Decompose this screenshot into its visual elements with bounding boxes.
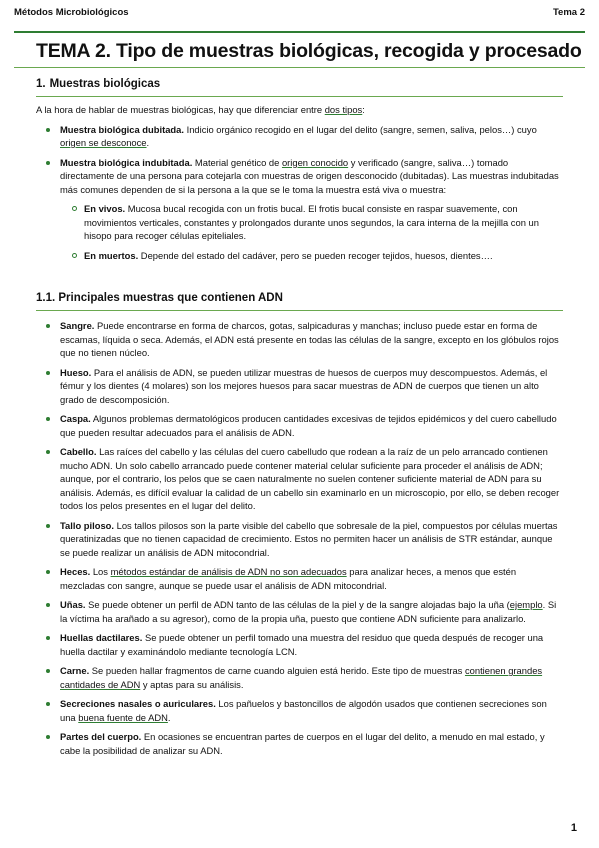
item-term: Partes del cuerpo. [60, 731, 142, 742]
title-rule [14, 67, 585, 68]
section-1-body [36, 103, 563, 262]
sub-list-item [66, 202, 563, 243]
page-number: 1 [570, 822, 577, 834]
item-text: Se puede obtener un perfil de ADN tanto de las células de la piel y de la sangre alojadas bajo la uña ( [85, 599, 510, 610]
intro-text: A la hora de hablar de muestras biológicas, hay que diferenciar entre [36, 104, 325, 115]
item-term: Muestra biológica indubitada. [60, 156, 193, 168]
item-text: En ocasiones se encuentran partes de cuerpos en el lugar del delito, a menudo en mal estado, y cabe la posibilidad de analizar su ADN. [60, 731, 545, 756]
item-text: Se puede obtener un perfil tomado una muestra del residuo que queda después de recoger una huella dactilar y examinándolo mediante tecnología LCN. [60, 632, 544, 657]
list-item [36, 412, 563, 439]
section-number: 1. [36, 78, 46, 90]
item-text-end: . Si la víctima ha arañado a su agresor), como de la propia uña, puesto que contiene ADN suficiente para analizarlo. [60, 599, 557, 624]
item-term: Carne. [60, 665, 90, 676]
section-title: Muestras biológicas [49, 78, 161, 90]
item-term: Hueso. [60, 366, 92, 378]
item-text: Para el análisis de ADN, se pueden utilizar muestras de huesos de cuerpos muy descompuestos. Además, el fémur y los dientes (4 molares) son los mejores huesos para sacar muestras de ADN de cuerpos que tienen un alto grado de descomposición. [60, 366, 548, 405]
item-term: Uñas. [60, 599, 86, 610]
sub-list-item [66, 249, 563, 263]
list-item [36, 156, 563, 263]
item-text: Se pueden hallar fragmentos de carne cuando alguien está herido. Este tipo de muestras [89, 665, 465, 676]
item-text: Los [90, 566, 111, 577]
list-item [36, 445, 563, 513]
item-text: Indicio orgánico recogido en el lugar del delito (sangre, semen, saliva, pelos…) cuyo [183, 123, 537, 135]
subsection-rule [36, 310, 563, 311]
section-1-1-body [36, 313, 563, 757]
sub-item-term: En vivos. [84, 203, 126, 214]
page-header [14, 7, 585, 21]
list-item [36, 697, 563, 724]
item-term: Cabello. [60, 446, 97, 457]
item-term: Muestra biológica dubitada. [60, 123, 184, 135]
item-text-end: . [146, 137, 150, 148]
intro-paragraph [36, 103, 563, 117]
intro-link: dos tipos [324, 104, 363, 115]
item-link: origen conocido [281, 156, 349, 168]
item-text: Las raíces del cabello y las células del cuero cabelludo que rodean a la raíz de un pelo arrancado contienen mucho ADN. Un solo cabello arrancado puede contener material celular suficiente para proceder el análisis de ADN; aunque, por el contrario, los pelos que se caen naturalmente no suelen contener suficiente material de ADN para su análisis. Además, es difícil evaluar la calidad de un cabello sin examinarlo en un microscopio, por ello, se deben recoger todos los pelos presentes en el lugar del delito. [60, 446, 560, 511]
sub-item-text: Mucosa bucal recogida con un frotis bucal. El frotis bucal consiste en raspar suavemente, con movimientos verticales, constantes y prolongados durante unos segundos, la cara interna de la mejilla con un hisopo para recoger células epiteliales. [84, 203, 539, 241]
section-rule [36, 96, 563, 97]
section-heading-1 [36, 78, 160, 90]
item-term: Sangre. [60, 320, 95, 331]
item-text-end: . [167, 711, 171, 723]
item-term: Caspa. [60, 413, 91, 424]
list-item [36, 519, 563, 560]
item-text: Puede encontrarse en forma de charcos, gotas, salpicaduras y manchas; incluso puede estar en forma de escamas, líquida o seca. Además, el ADN está presente en todas las células de la sangre, excepto en los glóbulos rojos que no tienen núcleo. [60, 320, 559, 358]
item-text: Algunos problemas dermatológicos producen cantidades excesivas de tejidos epidémicos y del cuero cabelludo que pueden resultar adecuados para el análisis de ADN. [60, 413, 557, 438]
item-text-end: y aptas para su análisis. [140, 678, 244, 690]
item-term: Heces. [60, 566, 91, 577]
item-term: Huellas dactilares. [60, 632, 143, 643]
header-topic: Tema 2 [552, 7, 585, 18]
item-link: buena fuente de ADN [78, 711, 168, 723]
item-text: Material genético de [192, 156, 282, 168]
page-title: TEMA 2. Tipo de muestras biológicas, recogida y procesado [36, 40, 582, 62]
list-item [36, 631, 563, 658]
list-item [36, 319, 563, 360]
section-heading-1-1: 1.1. Principales muestras que contienen ADN [36, 292, 283, 304]
item-term: Tallo piloso. [60, 519, 114, 531]
list-item [36, 664, 563, 691]
list-item [36, 730, 563, 757]
list-item [36, 123, 563, 150]
list-item [36, 565, 563, 592]
sub-item-term: En muertos. [84, 249, 139, 261]
list-item [36, 366, 563, 407]
header-course: Métodos Microbiológicos [14, 7, 129, 18]
item-text-end: y verificado (sangre, saliva…) tomado directamente de una persona para cotejarla con muestras de origen desconocido (dubitadas). Las muestras indubitadas más comunes dependen de si la persona a la que se le toma la muestra está viva o muestra: [60, 156, 559, 195]
dna-sample-list [36, 319, 563, 757]
list-item [36, 598, 563, 625]
item-link: contienen grandes cantidades de ADN [60, 665, 543, 690]
sample-type-list [36, 123, 563, 263]
item-text-end: para analizar heces, a menos que estén mezcladas con sangre, aunque se puede usar el análisis de ADN mitocondrial. [60, 566, 517, 591]
sub-item-text: Depende del estado del cadáver, pero se pueden recoger tejidos, huesos, dientes…. [138, 249, 493, 261]
item-text: Los pañuelos y bastoncillos de algodón usados que contienen secreciones son una [60, 698, 547, 723]
sub-list [66, 202, 563, 262]
item-text: Los tallos pilosos son la parte visible del cabello que sobresale de la piel, compuestos por células muertas queratinizadas que no tienen capacidad de crecimiento. Estos no permiten hacer un análisis de STR estándar, aunque se puede realizar un análisis de ADN mitocondrial. [60, 519, 558, 558]
header-rule [14, 31, 585, 33]
intro-colon: : [362, 104, 365, 115]
item-term: Secreciones nasales o auriculares. [60, 698, 216, 709]
item-link: origen se desconoce [60, 137, 147, 148]
item-link: ejemplo [509, 599, 543, 610]
item-link: métodos estándar de análisis de ADN no son adecuados [110, 566, 347, 577]
